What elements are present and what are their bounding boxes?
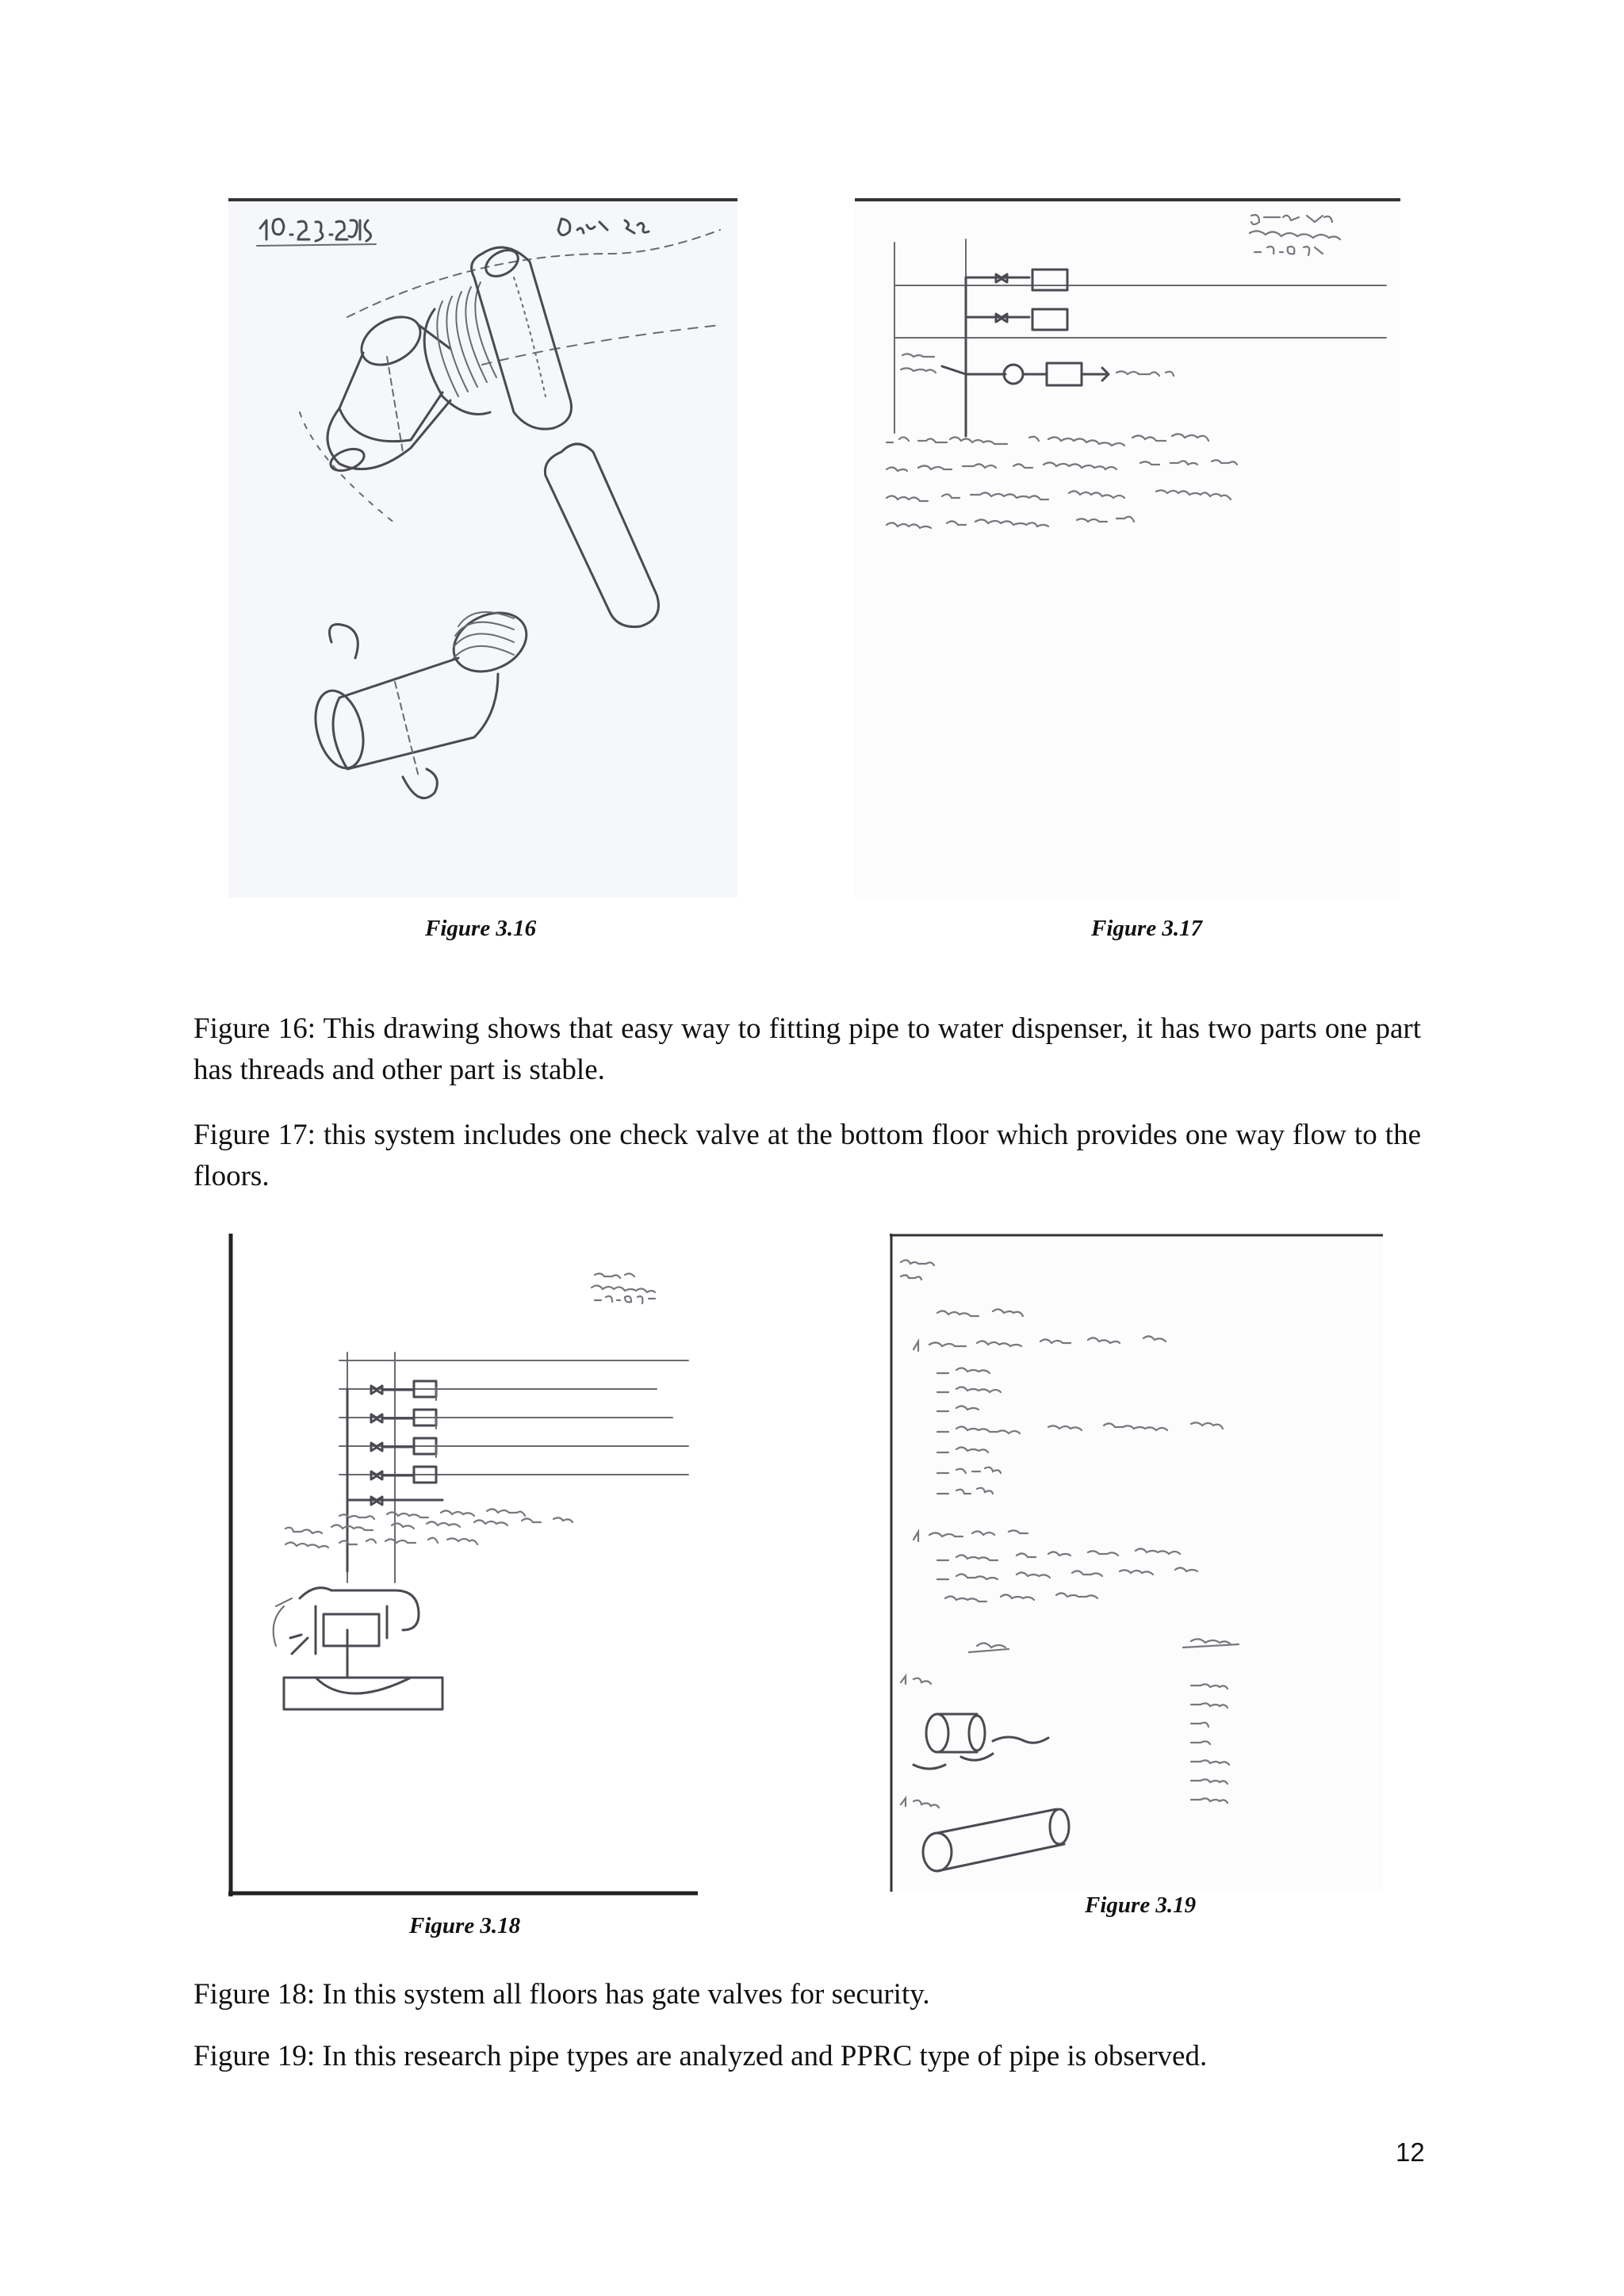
check-valve-schematic [855, 198, 1400, 897]
figure-3-18-image [228, 1234, 698, 1896]
paragraph-figure-17: Figure 17: this system includes one check valve at the bottom floor which provides one way flow to the floors. [193, 1119, 1421, 1192]
figure-3-18-caption: Figure 3.18 [409, 1913, 521, 1938]
figure-3-19-image [890, 1234, 1383, 1892]
pipe-research-notes [890, 1234, 1383, 1892]
paragraph-figure-19: Figure 19: In this research pipe types are analyzed and PPRC type of pipe is observed. [193, 2040, 1208, 2072]
pipe-fitting-sketch [228, 198, 737, 897]
figure-3-17-caption: Figure 3.17 [1091, 916, 1203, 941]
figure-3-16-image [228, 198, 737, 897]
figure-3-17-image [855, 198, 1400, 897]
paragraph-figure-16: Figure 16: This drawing shows that easy way to fitting pipe to water dispenser, it has two parts one part has threads and other part is stable. [193, 1012, 1421, 1086]
gate-valve-schematic [228, 1234, 698, 1896]
figure-3-16-caption: Figure 3.16 [425, 916, 537, 941]
figure-3-19-caption: Figure 3.19 [1085, 1892, 1197, 1918]
paragraph-figure-18: Figure 18: In this system all floors has gate valves for security. [193, 1978, 930, 2011]
page-number: 12 [1396, 2137, 1425, 2167]
